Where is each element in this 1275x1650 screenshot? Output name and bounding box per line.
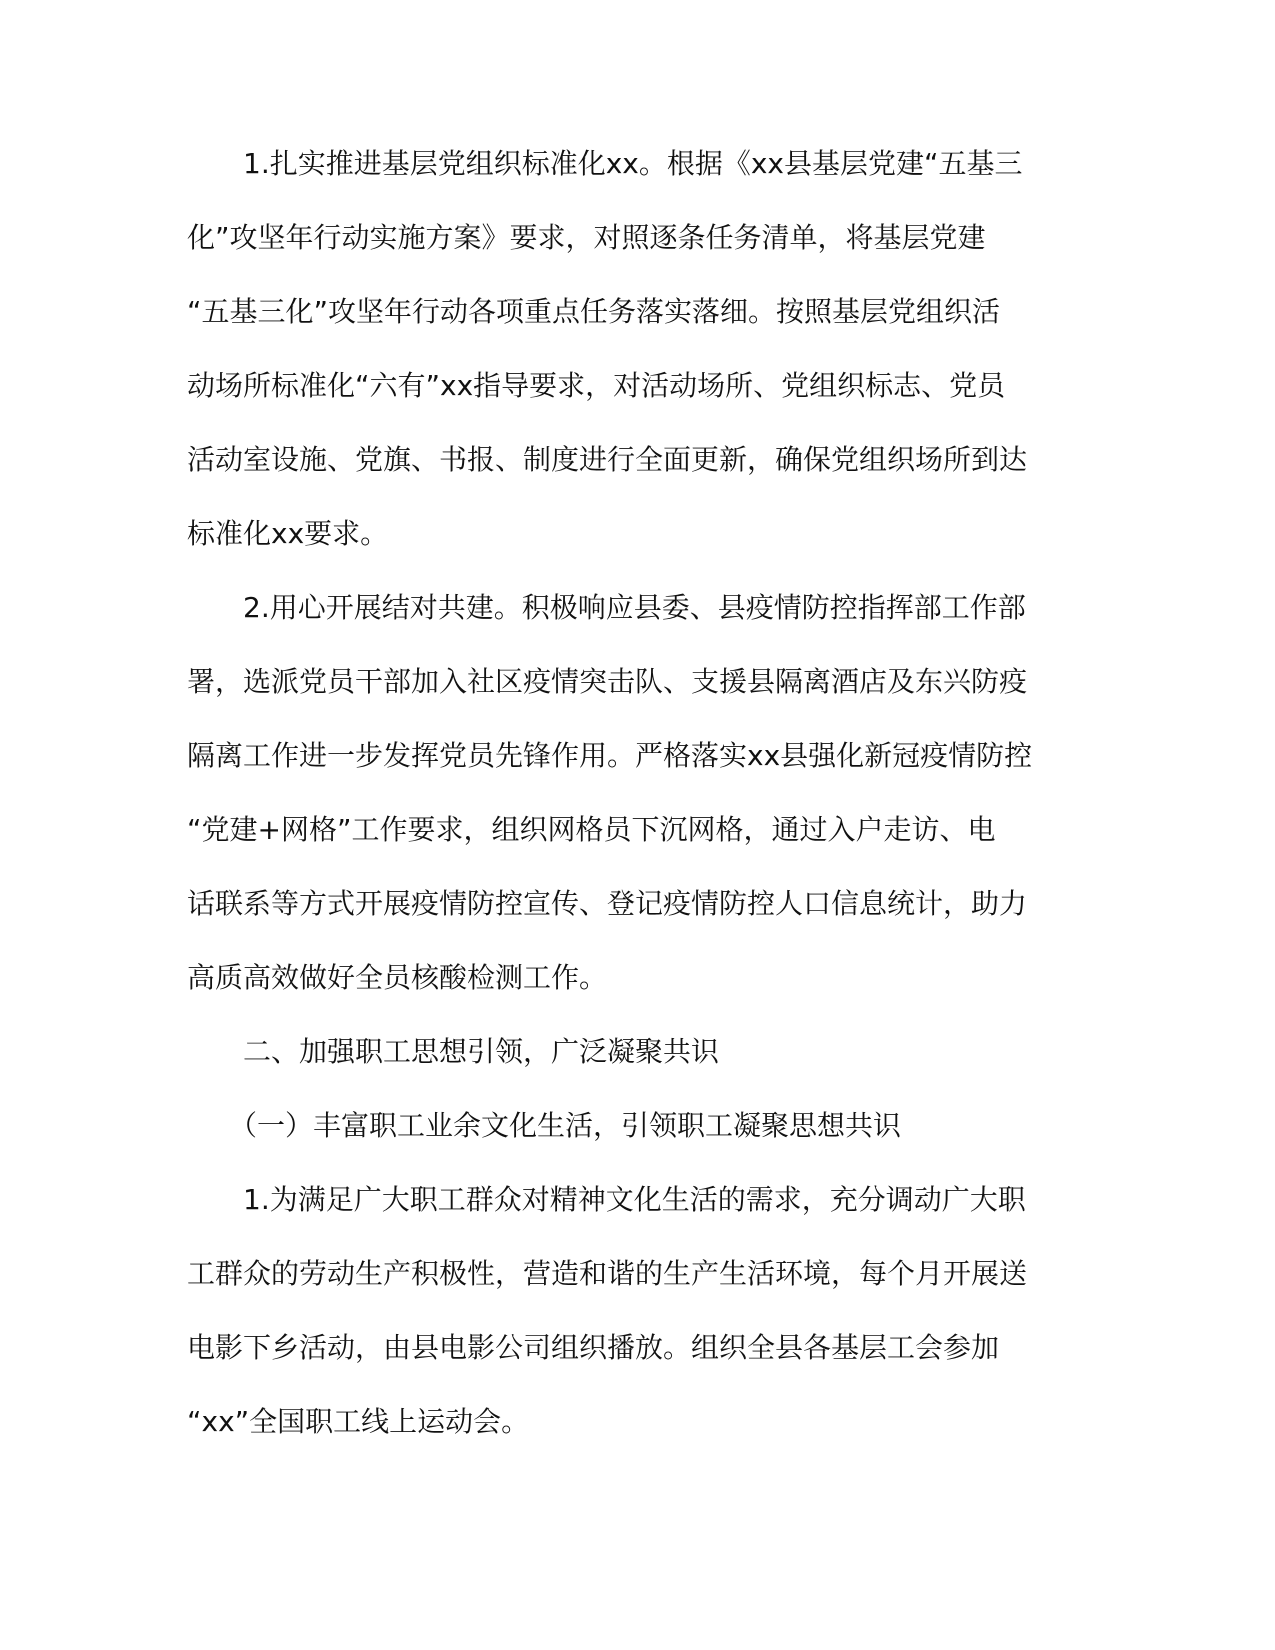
text-line: 动场所标准化“六有”xx指导要求，对活动场所、党组织标志、党员 — [187, 369, 1006, 402]
text-line: 话联系等方式开展疫情防控宣传、登记疫情防控人口信息统计，助力 — [187, 887, 1028, 920]
text-line: 化”攻坚年行动实施方案》要求，对照逐条任务清单，将基层党建 — [187, 221, 986, 254]
text-line: 隔离工作进一步发挥党员先锋作用。严格落实xx县强化新冠疫情防控 — [187, 739, 1033, 772]
text-line: 2.用心开展结对共建。积极响应县委、县疫情防控指挥部工作部 — [187, 591, 1026, 624]
text-line: “五基三化”攻坚年行动各项重点任务落实落细。按照基层党组织活 — [187, 295, 1001, 328]
text-line: 1.为满足广大职工群众对精神文化生活的需求，充分调动广大职 — [187, 1183, 1026, 1216]
text-line: “党建+网格”工作要求，组织网格员下沉网格，通过入户走访、电 — [187, 813, 996, 846]
text-line: 活动室设施、党旗、书报、制度进行全面更新，确保党组织场所到达 — [187, 443, 1028, 476]
text-line: 电影下乡活动，由县电影公司组织播放。组织全县各基层工会参加 — [187, 1331, 1000, 1364]
text-line: “xx”全国职工线上运动会。 — [187, 1405, 530, 1438]
text-line: 标准化xx要求。 — [187, 517, 389, 550]
text-line: 工群众的劳动生产积极性，营造和谐的生产生活环境，每个月开展送 — [187, 1257, 1028, 1290]
text-line: 1.扎实推进基层党组织标准化xx。根据《xx县基层党建“五基三 — [187, 147, 1023, 180]
subsection-heading: （一）丰富职工业余文化生活，引领职工凝聚思想共识 — [187, 1109, 902, 1142]
text-line: 高质高效做好全员核酸检测工作。 — [187, 961, 608, 994]
text-line: 署，选派党员干部加入社区疫情突击队、支援县隔离酒店及东兴防疫 — [187, 665, 1028, 698]
section-heading: 二、加强职工思想引领，广泛凝聚共识 — [187, 1035, 720, 1068]
